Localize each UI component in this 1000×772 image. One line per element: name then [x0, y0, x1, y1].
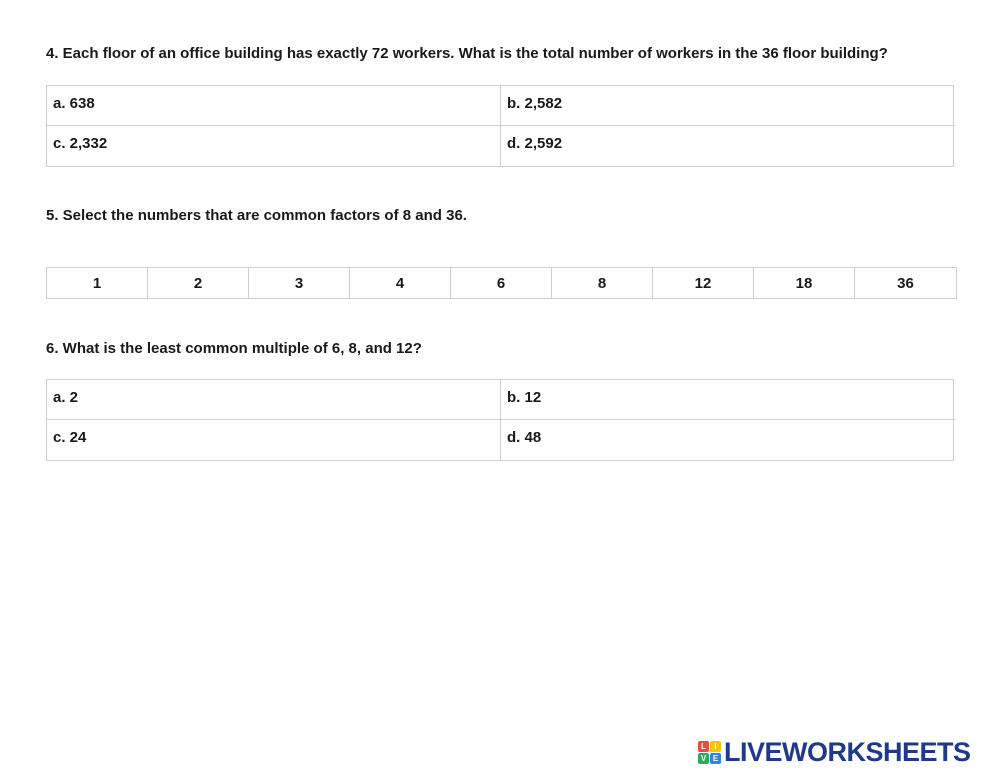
q6-option-d[interactable]: d. 48 — [507, 429, 542, 446]
logo-mark-icon — [698, 741, 721, 764]
liveworksheets-logo — [698, 738, 971, 766]
q6-option-a[interactable]: a. 2 — [47, 380, 501, 420]
q6-option-c[interactable]: c. 24 — [47, 420, 501, 460]
question-6-text: 6. What is the least common multiple of 6, 8, and 12? — [46, 340, 422, 357]
logo-mark-e: E — [710, 753, 721, 764]
logo-mark-v: V — [698, 753, 709, 764]
q4-option-a[interactable]: a. 638 — [47, 86, 501, 126]
q5-option-36[interactable]: 36 — [897, 274, 914, 292]
q5-option-1[interactable]: 1 — [47, 268, 148, 298]
q4-option-c[interactable]: c. 2,332 — [47, 126, 501, 166]
question-5-text: 5. Select the numbers that are common factors of 8 and 36. — [46, 207, 467, 224]
question-5-options — [46, 267, 957, 299]
q4-option-b[interactable]: b. 2,582 — [501, 86, 955, 126]
logo-mark-i: I — [710, 741, 721, 752]
question-4-text: 4. Each floor of an office building has exactly 72 workers. What is the total number of workers in the 36 floor building? — [46, 45, 888, 62]
logo-mark-l: L — [698, 741, 709, 752]
q5-option-18[interactable]: 18 — [754, 268, 855, 298]
q5-option-6[interactable]: 6 — [451, 268, 552, 298]
q4-option-d[interactable]: d. 2,592 — [507, 135, 563, 152]
q5-option-4[interactable]: 4 — [350, 268, 451, 298]
logo-text: LIVEWORKSHEETS — [724, 736, 971, 767]
question-6-options — [46, 379, 954, 461]
q6-option-b[interactable]: b. 12 — [501, 380, 955, 420]
q5-option-12[interactable]: 12 — [653, 268, 754, 298]
q5-option-2[interactable]: 2 — [148, 268, 249, 298]
q5-option-8[interactable]: 8 — [552, 268, 653, 298]
q5-option-3[interactable]: 3 — [249, 268, 350, 298]
question-4-options — [46, 85, 954, 167]
